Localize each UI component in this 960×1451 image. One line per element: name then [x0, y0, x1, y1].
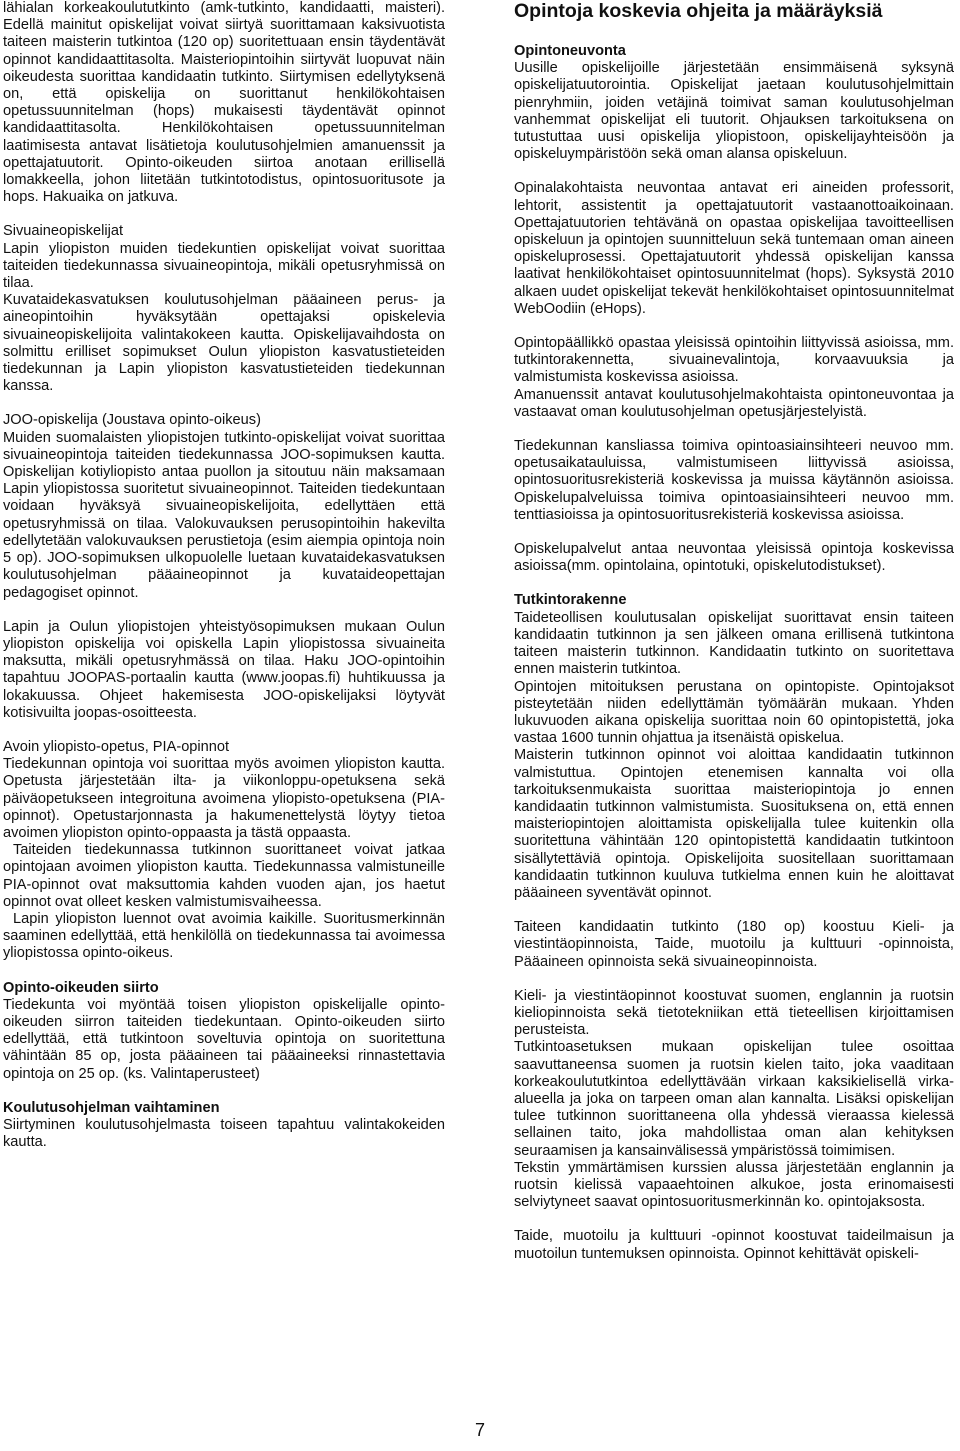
- neuvonta-paragraph-2: Opinalakohtaista neuvontaa antavat eri aineiden professorit, lehtorit, assistentit ja opettajatuutorit vastaanottoaikoinaan. Opettajatuutorien tehtävänä on opastaa opiskelijaa tavoitteellisen opiskeluun ja opintojen suunnitteluun sekä tuntemaan oman aineen opiskeluprosessi. Opettajatuutorit yhdessä opiskelijan kanssa laativat henkilökohtaiset opintosuunnitelmat (hops). Syksystä 2010 alkaen uudet opiskelijat tekevät henkilökohtaiset opintosuunnitelmat WebOodiin (eHops).: [514, 180, 954, 317]
- sivuaine-paragraph-2: Kuvataidekasvatuksen koulutusohjelman pääaineen perus- ja aineopintoihin hyväksytään opettajaksi opiskelevia sivuaineopiskelijoita valintakokeen kautta. Opiskelijavaihdosta on solmittu erilliset sopimukset Oulun yliopiston kasvatustieteiden tiedekunnan ja Lapin yliopiston kasvatustieteiden tiedekunnan kanssa.: [3, 292, 445, 395]
- page-number: 7: [474, 1420, 485, 1440]
- siirto-paragraph-1: Tiedekunta voi myöntää toisen yliopiston opiskelijalle opinto-oikeuden siirron taiteiden tiedekuntaan. Opinto-oikeuden siirto edellyttää, että tutkintoon soveltuvia opintoja on suoritettuna vähintään 85 op, josta pääaineen tai pääaineeksi rinnastettavia opintoja on 25 op. (ks. Valintaperusteet): [3, 996, 445, 1082]
- section-joo-cooperation: [3, 619, 445, 722]
- neuvonta-block-3: [514, 335, 954, 421]
- joo-paragraph-2: Lapin ja Oulun yliopistojen yhteistyösopimuksen mukaan Oulun yliopiston opiskelija voi opiskella Lapin yliopistossa sivuaineita maksutta, mikäli opetusryhmässä on tilaa. Haku JOO-opintoihin tapahtuu JOOPAS-portaalin kautta (www.joopas.fi) huhtikuussa ja lokakuussa. Ohjeet hakemisesta JOO-opiskelijaksi löytyvät kotisivuilta joopas-osoitteesta.: [3, 618, 445, 721]
- rakenne-paragraph-5c: Tekstin ymmärtämisen kurssien alussa järjestetään englannin ja ruotsin kielissä vapaaehtoinen alkukoe, josta erinomaisesti selviytyneet saavat opintosuoritusmerkinnän ko. opintojaksosta.: [514, 1159, 954, 1211]
- rakenne-paragraph-5b: Tutkintoasetuksen mukaan opiskelijan tulee osoittaa saavuttaneensa suomen ja ruotsin kielen taito, joka vaaditaan korkeakoulututkintoa edellyttävään virkaan kaksikielisellä virka-alueella ja joka on tarpeen oman alan kannalta. Lisäksi opiskelijan tulee tutkinnon suorittaneena olla yhdessä vieraassa kielessä sellainen taito, joka mahdollistaa oman alan kehityksen seuraamisen ja kansainvälisessä ympäristössä toimimisen.: [514, 1039, 954, 1159]
- joo-paragraph-1: Muiden suomalaisten yliopistojen tutkinto-opiskelijat voivat suorittaa sivuaineopintoja taiteiden tiedekunnassa JOO-sopimuksen kautta. Opiskelijan kotiyliopisto antaa puollon ja sitoutuu näin maksamaan Lapin yliopistossa suoritetut sivuaineopinnot. Taiteiden tiedekuntaan voidaan hyväksyä sivuaineopiskelijoita, edellyttäen että opetusryhmissä on tilaa. Valokuvauksen perusopintoihin hakevilta edellytetään valokuvauksen perustietoja (esim aiempia opintoja noin 5 op). JOO-sopimuksen ulkopuolelle luetaan kuvataidekasvatuksen koulutusohjelman pääaineopinnot ja kuvataideopettajan pedagogiset opinnot.: [3, 429, 445, 601]
- rakenne-heading: Tutkintorakenne: [514, 592, 627, 609]
- sivuaine-paragraph-1: Lapin yliopiston muiden tiedekuntien opiskelijat voivat suorittaa taiteiden tiedekunnassa sivuaineopintoja, mikäli opetusryhmissä on tilaa.: [3, 240, 445, 292]
- neuvonta-paragraph-5: Opiskelupalvelut antaa neuvontaa yleisissä opintoja koskevissa asioissa(mm. opintolaina, opintotuki, opiskelutodistukset).: [514, 541, 954, 575]
- avoin-heading: Avoin yliopisto-opetus, PIA-opinnot: [3, 738, 230, 755]
- rakenne-block-4: [514, 919, 954, 971]
- vaihto-paragraph-1: Siirtyminen koulutusohjelmasta toiseen tapahtuu valintakokeiden kautta.: [3, 1116, 445, 1151]
- rakenne-paragraph-3: Maisterin tutkinnon opinnot voi aloittaa kandidaatin tutkinnon valmistuttua. Opintojen etenemisen kannalta voi olla tarkoituksenmukaista suorittaa maisteriopintoja jo ennen kandidaatin tutkinnon valmistumista. Suosituksena on, että ennen maisteriopintojen aloittamista opiskelijalla tulee kuitenkin olla suoritettuna vähintään 120 opintopistettä kandidaatin tutkintoon sisällytettäviä opintoja. Opiskelijoita suositellaan suorittamaan kandidaatin tutkinnon kuuluva tutkielma ennen kuin he aloittavat pääaineen syventävät opinnot.: [514, 747, 954, 901]
- left-column: [3, 0, 445, 1168]
- section-koulutusohjelman-vaihtaminen: [3, 1100, 445, 1152]
- neuvonta-paragraph-3b: Amanuenssit antavat koulutusohjelmakohtaista opintoneuvontaa ja vastaavat oman koulutusohjelman opetusjärjestelyistä.: [514, 386, 954, 420]
- neuvonta-block-4: [514, 438, 954, 524]
- neuvonta-paragraph-1: Uusille opiskelijoille järjestetään ensimmäisenä syksynä opiskelijatuutorointia. Opiskelijat jaetaan koulutusohjelmittain pienryhmiin, joiden vetäjinä toimivat saman koulutusohjelman vanhemmat opiskelijat eli tuutorit. Ohjauksen tarkoituksena on tutustuttaa uusi opiskelija yliopistoon, opiskelijayhteisöön ja opiskeluympäristöön sekä oman alansa opiskeluun.: [514, 60, 954, 163]
- avoin-paragraph-1: Tiedekunnan opintoja voi suorittaa myös avoimen yliopiston kautta. Opetusta järjestetään ilta- ja viikonloppu-opetuksena sekä päiväopetukseen integroituna avoimena yliopisto-opetuksena (PIA-opinnot). Opetustarjonnasta ja hakumenettelystä löytyy tietoa avoimen yliopiston opinto-oppaasta ja tästä oppaasta.: [3, 756, 445, 841]
- rakenne-paragraph-6: Taide, muotoilu ja kulttuuri -opinnot koostuvat taideilmaisun ja muotoilun tuntemuksen opinnoista. Opinnot kehittävät opiskeli-: [514, 1228, 954, 1262]
- rakenne-block-5: [514, 988, 954, 1212]
- rakenne-block-6: [514, 1228, 954, 1262]
- right-column: [514, 0, 954, 1263]
- siirto-heading: Opinto-oikeuden siirto: [3, 979, 159, 996]
- section-joo-opiskelija: [3, 412, 445, 601]
- section-tutkintorakenne: [514, 592, 954, 902]
- neuvonta-paragraph-4: Tiedekunnan kansliassa toimiva opintoasiainsihteeri neuvoo mm. opetusaikatauluissa, valmistumiseen liittyvissä asioissa, opintosuoritusrekisteriä koskevissa ja muissa käytännön asioissa. Opiskelupalveluissa toimiva opintoasiainsihteeri neuvoo mm. tenttiasioissa ja opintosuoritusrekisteriä koskevissa asioissa.: [514, 438, 954, 523]
- intro-paragraph: [3, 0, 445, 206]
- avoin-paragraph-3: Lapin yliopiston luennot ovat avoimia kaikille. Suoritusmerkinnän saaminen edellyttää, että henkilöllä on tiedekunnassa tai avoimessa yliopistossa opinto-oikeus.: [3, 910, 445, 962]
- section-sivuaineopiskelijat: [3, 223, 445, 395]
- rakenne-paragraph-5a: Kieli- ja viestintäopinnot koostuvat suomen, englannin ja ruotsin kieliopinnoista sekä tietotekniikan että tieteellisen kirjoittamisen perusteista.: [514, 987, 954, 1039]
- joo-heading: JOO-opiskelija (Joustava opinto-oikeus): [3, 412, 261, 429]
- section-avoin-yliopisto: [3, 739, 445, 963]
- rakenne-paragraph-4: Taiteen kandidaatin tutkinto (180 op) koostuu Kieli- ja viestintäopinnoista, Taide, muotoilu ja kulttuuri -opinnoista, Pääaineen opinnoista sekä sivuaineopinnoista.: [514, 919, 954, 970]
- avoin-paragraph-2: Taiteiden tiedekunnassa tutkinnon suorittaneet voivat jatkaa opintojaan avoimen yliopiston kautta. Tiedekunnassa valmistuneille PIA-opinnot ovat maksuttomia kahden vuoden ajan, jos haetut opinnot ovat olleet kesken valmistumisvaiheessa.: [3, 842, 445, 910]
- neuvonta-block-2: [514, 180, 954, 318]
- neuvonta-heading: Opintoneuvonta: [514, 43, 626, 59]
- rakenne-paragraph-2: Opintojen mitoituksen perustana on opintopiste. Opintojaksot pisteytetään niiden edellyttämän työmäärän mukaan. Yhden lukuvuoden aikana opiskelija suorittaa noin 60 opintopistettä, joka vastaa 1600 tunnin ohjattua ja itsenäistä opiskelua.: [514, 678, 954, 747]
- intro-text: lähialan korkeakoulututkinto (amk-tutkinto, kandidaatti, maisteri). Edellä mainitut opiskelijat voivat siirtyä suorittamaan kaksivuotista taiteen maisterin tutkintoa (120 op) suoritettuaan ensin täydentävät opinnot kandidaattitasolta. Maisteriopintoihin siirtyvät luopuvat näin oikeudesta suorittaa kandidaatin tutkinto. Siirtymisen edellytyksenä on, että opiskelija on suorittanut henkilökohtaisen opetussuunnitelman (hops) mukaisesti täydentävät opinnot kandidaattitasolta. Henkilökohtaisen opetussuunnitelman laatimisesta antavat lisätietoja koulutusohjelmien amanuenssit ja opettajatuutorit. Opinto-oikeuden siirtoa anotaan erillisellä lomakkeella, johon liitetään tutkintotodistus, opintosuoritusote ja hops. Hakuaika on jatkuva.: [3, 0, 445, 206]
- rakenne-paragraph-1: Taideteollisen koulutusalan opiskelijat suorittavat ensin taiteen kandidaatin tutkinnon ja sen jälkeen omana erillisenä tutkintona taiteen maisterin tutkinnon. Kandidaatin tutkinto on suoritettava ennen maisterin tutkintoa.: [514, 609, 954, 678]
- neuvonta-block-5: [514, 541, 954, 575]
- section-opintoneuvonta: [514, 43, 954, 163]
- page-title: Opintoja koskevia ohjeita ja määräyksiä: [514, 0, 883, 22]
- sivuaine-heading: Sivuaineopiskelijat: [3, 223, 124, 240]
- section-opinto-oikeuden-siirto: [3, 980, 445, 1083]
- neuvonta-paragraph-3a: Opintopäällikkö opastaa yleisissä opintoihin liittyvissä asioissa, mm. tutkintorakennetta, sivuainevalintoja, korvaavuuksia ja valmistumista koskevissa asioissa.: [514, 335, 954, 386]
- vaihto-heading: Koulutusohjelman vaihtaminen: [3, 1099, 220, 1116]
